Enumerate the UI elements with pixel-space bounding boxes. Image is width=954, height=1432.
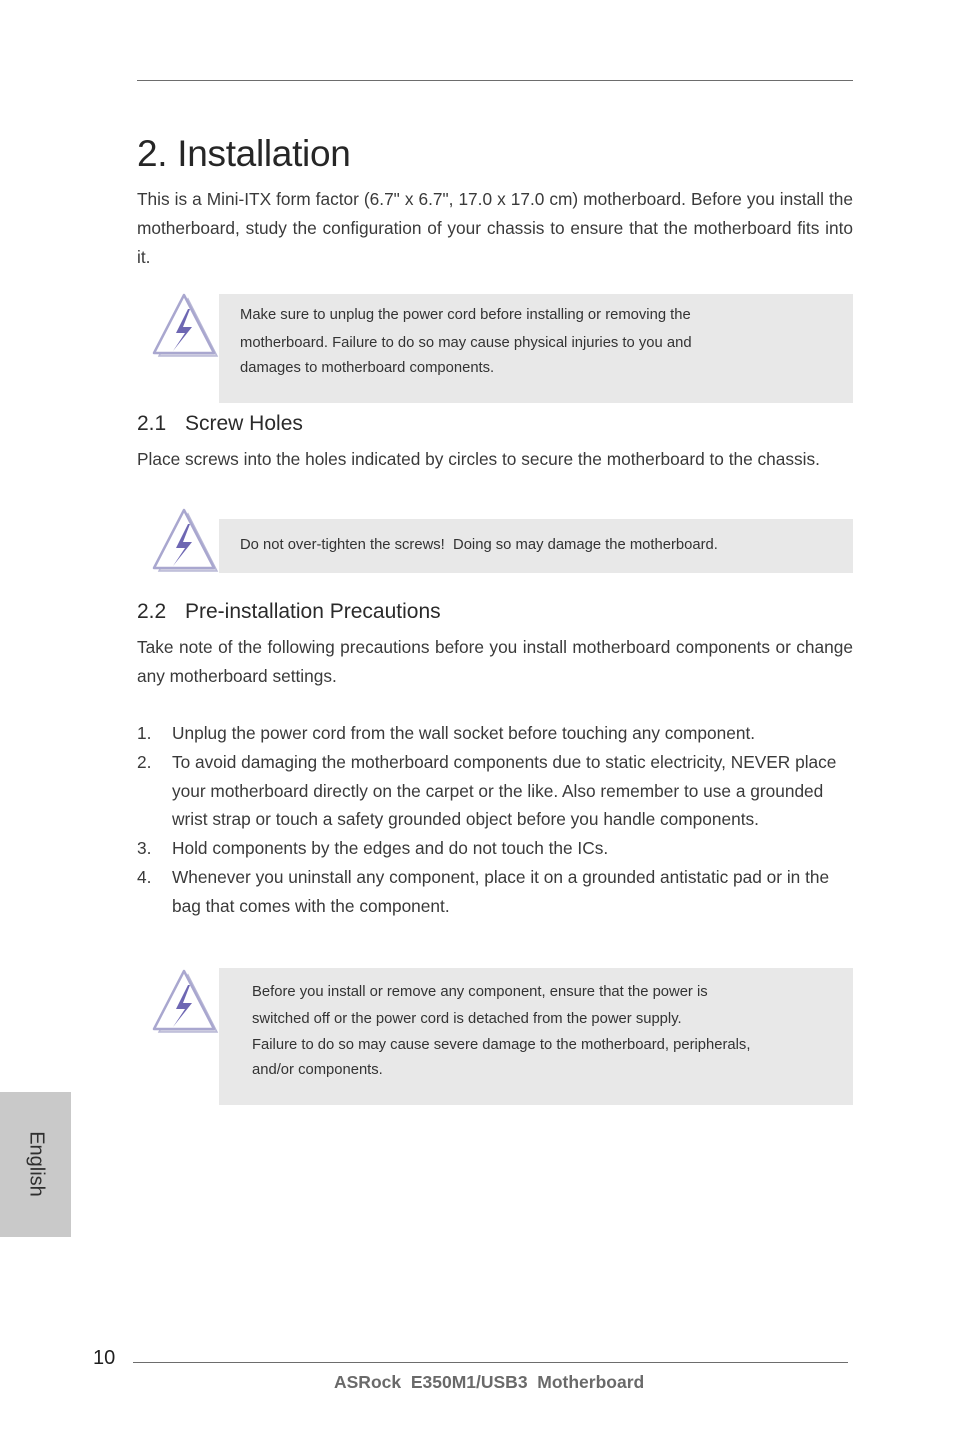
section-number: 2.1	[137, 412, 167, 435]
top-divider	[137, 80, 853, 81]
section-heading-precautions	[137, 600, 441, 624]
warning-line: Failure to do so may cause severe damage to the motherboard, peripherals,	[252, 1037, 751, 1053]
language-tab	[0, 1092, 71, 1237]
page-title: 2. Installation	[137, 133, 351, 174]
warning-line: motherboard. Failure to do so may cause physical injuries to you and	[240, 335, 692, 351]
section-title: Screw Holes	[185, 412, 303, 435]
screw-holes-paragraph: Place screws into the holes indicated by circles to secure the motherboard to the chassis.	[137, 449, 820, 469]
warning-icon	[152, 508, 220, 574]
warning-icon	[152, 969, 220, 1035]
list-item-text: Hold components by the edges and do not touch the ICs.	[172, 838, 609, 859]
warning-line: switched off or the power cord is detached from the power supply.	[252, 1011, 682, 1027]
list-item	[137, 719, 853, 748]
list-item-number: 2.	[137, 751, 152, 772]
list-item-number: 3.	[137, 838, 152, 859]
section-number: 2.2	[137, 600, 167, 623]
list-item-number: 4.	[137, 866, 152, 887]
warning-note-power	[219, 968, 853, 1105]
warning-line: Do not over-tighten the screws! Doing so may damage the motherboard.	[240, 537, 718, 553]
page-number: 10	[93, 1347, 116, 1369]
list-item	[137, 834, 853, 863]
list-item-number: 1.	[137, 723, 152, 743]
section-title: Pre-installation Precautions	[185, 600, 441, 623]
footer-divider	[133, 1362, 848, 1363]
warning-line: Make sure to unplug the power cord before installing or removing the	[240, 307, 691, 323]
warning-line: damages to motherboard components.	[240, 360, 495, 376]
list-item-text: Whenever you uninstall any component, place it on a grounded antistatic pad or in the bag that comes with the component.	[172, 866, 830, 916]
list-item-text: Unplug the power cord from the wall socket before touching any component.	[172, 723, 756, 743]
warning-line: Before you install or remove any component, ensure that the power is	[252, 984, 708, 1000]
list-item	[137, 863, 853, 921]
footer-product-name: ASRock E350M1/USB3 Motherboard	[334, 1372, 645, 1392]
section-heading-screw-holes	[137, 412, 303, 436]
precautions-list	[137, 719, 853, 921]
warning-line: and/or components.	[252, 1062, 383, 1078]
warning-icon	[152, 293, 220, 359]
language-tab-label: English	[25, 1131, 48, 1197]
warning-note-unplug	[219, 294, 853, 403]
intro-paragraph: This is a Mini-ITX form factor (6.7" x 6.7", 17.0 x 17.0 cm) motherboard. Before you install the motherboard, study the configuration of your chassis to ensure that the motherboard fits into it.	[137, 189, 853, 267]
precautions-paragraph: Take note of the following precautions before you install motherboard components or change any motherboard settings.	[137, 637, 853, 686]
list-item-text: To avoid damaging the motherboard components due to static electricity, NEVER place your motherboard directly on the carpet or the like. Also remember to use a grounded wrist strap or touch a safety grounded object before you handle components.	[172, 751, 837, 830]
list-item	[137, 748, 853, 834]
warning-note-screws	[219, 519, 853, 573]
